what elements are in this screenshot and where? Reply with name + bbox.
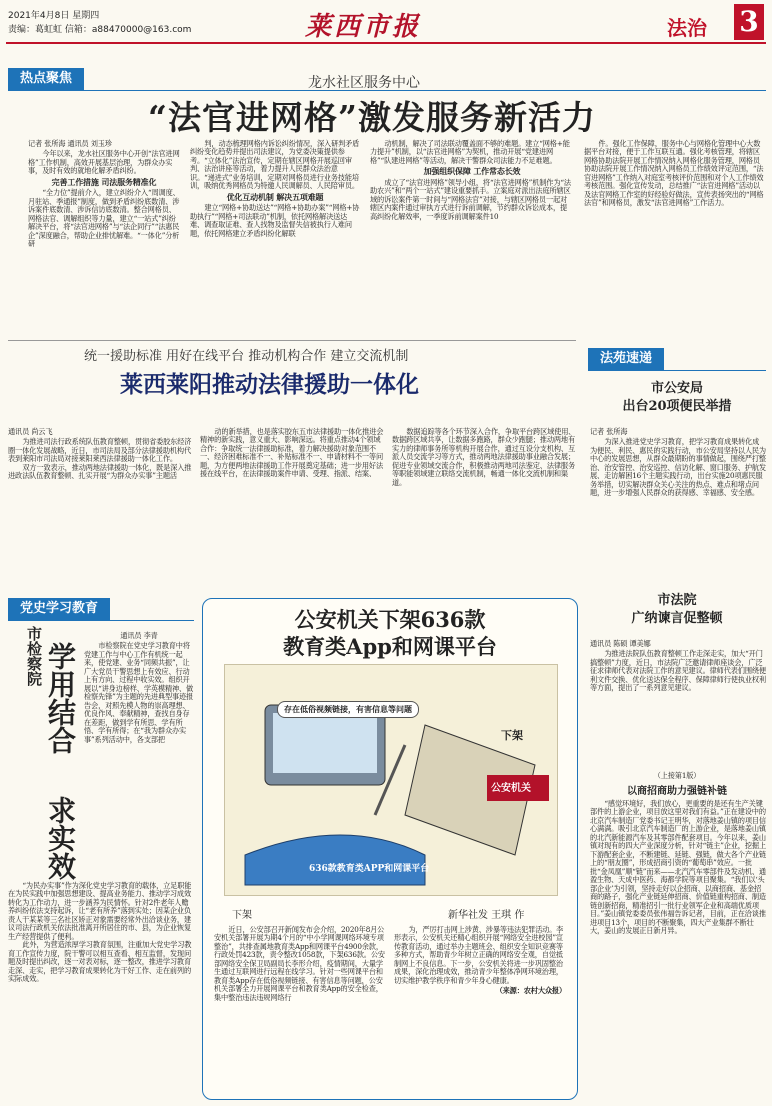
a3-body-2: “为民办实事”作为深化党史学习教育的载体，立足职能在为民实践中加强思想建设、提高业务能力、推动学习成效转化为工作动力，进一步涵养为民情怀。针对2件老年人赡养纠纷依法支持起诉，让“老有所养”落到实处；因某企业负责人干某某等三名社区矫正对象需要经常外出洽谈业务，建议司法行政机关依法批准离开所居住的市、县，为企业恢复生产经营提供了便利。	[8, 881, 192, 941]
a1-col2-body-b: 建立“网格+协助送达”“网格+协助办案”“网格+协助执行”“网格+司法联动”机制，依托网格解决送达难、调查取证难、查人找物及监督失信被执行人难问题，依托网格建立矛盾纠纷化解联	[190, 203, 360, 238]
a3-title-b: 求实效	[44, 796, 77, 880]
a1-col4-body: 件。强化工作保障，服务中心与网格化管理中心大数据平台对接，便于工作互联互通。强化考核管理，将辖区网格协助法院开展工作情况纳入网格化服务管理，网格员协助法院开展工作情况纳入网格员工作绩效评定范围，“法官进网格”工作纳入对庭室考核评价范围和对个人工作绩效考核范围。强化宣传发动，总结推广“法官进网格”活动以及法官网格工作室的好经验好做法，宣传表扬突出的“网格法官”和网格员，激发“法官进网格”工作活力。	[584, 139, 764, 208]
a3-body-3: 此外，为营造浓厚学习教育氛围，注重加大党史学习教育工作宣传力度，院干警可以相互查看、相互监督，发现问题及时提出纠改，逐一对表对标，逐一整改，推进学习教育走深、走实，把学习教育成果转化为干好工作、走在前列的实际成效。	[8, 940, 192, 984]
jump-label: （上接第1版）	[653, 771, 701, 780]
app-title-b: 教育类App和网课平台	[283, 634, 497, 660]
art-label-apps: 636款教育类APP和网课平台	[309, 864, 430, 874]
tag-law-express: 法苑速递	[588, 348, 664, 370]
a1-col3-body: 动机制，解决了司法联动覆盖面不够的难题。建立“网格+能力提升”机制，以“法官进网格”为契机，推动开展“党建进网格”“队建进网格”等活动，解决干警群众司法能力不足难题。	[370, 139, 570, 165]
a1-col1-body: “全力位”提前介入，建立纠纷介入“周调度、月驻站、季通报”制度，做到矛盾纠纷底数清、涉诉案件底数清、涉诉信访底数清。整合网格员、网格法官、调解组织等力量，建立“一站式”纠纷解决平台，将“法官进网格”与“法企同行”“法惠民企”深度融合，帮助企业排忧解难。“一体化”分析研	[28, 188, 180, 249]
law1-body: 为深入推进党史学习教育，把学习教育成果转化成为便民、利民、惠民的实践行动，市公安局坚持以人民为中心的发展思想，从群众最期盼的事情做起，围绕严打整治、治安管控、治安巡控、信访化解、窗口服务、护航发展、走访解困16个主题实践行动，出台实施20项惠民服务举措，切实解决群众关心关注的热点、难点和堵点问题，进一步增强人民群众的获得感、幸福感、安全感。	[590, 437, 766, 498]
divider	[8, 340, 576, 341]
a1-title: “法官进网格”激发服务新活力	[148, 98, 596, 137]
page-number: 3	[734, 4, 764, 40]
art-label-remove: 下架	[501, 729, 523, 742]
a2-col1-body-b: 双方一致表示，推动两地法律援助一体化，既是深入推进政法队伍教育整顿、扎实开展“为群众办实事”主题活	[8, 462, 192, 481]
a2-col2-body: 动的新举措，也是落实胶东五市法律援助一体化推进会精神的新实践，意义重大、影响深远。将重点推动4个领域合作：争取统一法律援助标准，着力解决援助对象范围不一、经济困难标准不一、补贴标准不一、申请材料不一等问题，为方便两地法律援助工作开展奠定基础；进一步用好法援在线平台，在法律援助案件申请、受理、指派、结案、	[200, 427, 384, 479]
a2-byline: 通讯员 尚云飞	[8, 427, 53, 436]
tag-line	[8, 620, 194, 621]
newspaper-logo: 莱西市报	[305, 12, 422, 42]
law2-body: 为推进法院队伍教育整顿工作走深走实，加大“开门搞整顿”力度，近日，市法院广泛邀请律师座谈会，广泛征求律师代表对法院工作的意见建议。律师代表们围绕便利文件交换、优化送达保全程序、保障律师行使执业权利等方面，提出了一系列意见建议。	[590, 649, 766, 693]
app-col1-body: 近日，公安部召开新闻发布会介绍，2020年8月公安机关部署开展为期4个月的“中小学网课网络环境专项整治”，共排查属地教育类App和网课平台4900余款，行政处罚423款，责令整改1058款，下架636款。公安部网络安全保卫局副局长李形介绍，疫情期间，大量学生通过互联网进行远程在线学习。针对一些网课平台和教育类App存在低俗视频链接、有害信息等问题，公安机关部署全力开展网课平台和教育类App的安全检查，集中整治违法违规网络行	[214, 925, 385, 1002]
jump-body: “感觉环境好，我们放心，更重要的是还有生产关键部件的上游企业，项目放这里对我们有益。”正在建设中的北京汽车制造厂党委书记王明华，对落地姜山镇的项目信心满满。吸引北京汽车制造厂的上游企业，是落地姜山镇的北汽新能源汽车及其零部件配套项目。今年以来，姜山镇对现有的四大产业深度分析，针对“链主”企业，挖掘上下游配套企业，不断建链、延链、强链，做大各个产业链上的“朋友圈”，形成招商引资的“葡萄串”效应。一批批“金凤凰”顺“链”而来——北汽汽车零部件及发动机、通盈生物、天成中医药、海都学院等项目聚集。“我们以‘头部企业’为引领，坚持走好以企招商、以商招商、基金招商的路子，强化产业链延伸招商、价值链重构招商、制造链创新招商，精准招引一批行业领军企业和高端优质项目。”姜山镇党委委员张伟福告诉记者，目前，正在洽谈推进项目13个，项目的不断聚集，四大产业集群不断壮大，姜山的发展正日新月异。	[590, 799, 766, 936]
a3-body-1: 市检察院在党史学习教育中将党建工作与中心工作有机统一起来，使党建、业务“同频共振”，让广大党员干警思想上有效应、行动上有方向、过程中收实效。组织开展以“讲身边榜样、学英模精神、做检察先锋”为主题的先进典型事迹报告会，对照先模人物的崇高理想、优良作风、奉献精神，查找自身存在差距，做到学有所思、学有所悟、学有所得；在“我为群众办实事”系列活动中，各支部把	[84, 641, 194, 744]
a3-title-a: 学用结合	[44, 642, 77, 754]
law2-title: 市法院	[657, 593, 697, 608]
a1-byline: 记者 张所海 通讯员 刘玉珍	[28, 139, 112, 148]
cartoon-illustration	[224, 664, 558, 896]
a1-col3-body-b: 成立了“法官进网格”领导小组，将“法官进网格”机制作为“法助农兴”和“两个一站式”建设重要抓手。立案庭对派出法庭所辖区域的诉讼案件第一时间与“网格法官”对接，与辖区网格员一起对辖区内案件通过审执方式进行诉前调解，节约群众诉讼成本，提高纠纷化解效率，一季度诉前调解案件10	[370, 177, 571, 221]
a3-org: 市检察院	[25, 626, 43, 686]
section-name: 法治	[667, 16, 707, 40]
art-bubble: 存在低俗视频链接，有害信息等问题	[277, 701, 419, 718]
caption-left: 下架	[232, 910, 252, 921]
a1-col2-body: 判，动态梳理网格内诉讼纠纷情况，深入研判矛盾纠纷变化趋势并提出司法建议，为党委决策提供参考。“立体化”法治宣传，定期在辖区网格开展巡回审判、法治讲座等活动，着力提升人民群众法治意识。“递进式”业务培训，定期对网格员进行业务技能培训，吸纳优秀网格员为特邀人民调解员、人民陪审员。	[190, 139, 360, 191]
tag-hot-focus: 热点聚焦	[8, 68, 84, 90]
caption-credit: 新华社发 王琪 作	[448, 910, 525, 921]
a1-subhead-3: 加强组织保障 工作常态长效	[423, 166, 521, 177]
law2-subtitle: 广纳谏言促整顿	[631, 610, 723, 626]
a3-byline: 通讯员 李青	[120, 631, 158, 640]
law1-byline: 记者 张所海	[590, 427, 628, 436]
app-title-a: 公安机关下架636款	[294, 607, 486, 632]
a1-kicker: 龙水社区服务中心	[308, 75, 420, 91]
law1-title-b: 出台20项便民举措	[622, 398, 732, 414]
app-col2-body: 为，严厉打击网上涉黄、涉暴等违法犯罪活动。李形表示，公安机关还精心组织开展“网络安全进校园”宣传教育活动，通过举办主题班会、组织安全知识竞赛等多种方式，帮助青少年树立正确的网络安全观，自觉抵制网上不良信息。下一步，公安机关将进一步巩固整治成果，深化治理成效，推动青少年整体净网环境治理，切实维护教学秩序和青少年身心健康。	[394, 925, 564, 985]
a1-subhead-2: 优化互动机制 解决五项难题	[226, 191, 324, 202]
a1-subhead-1: 完善工作措施 司法服务精准化	[51, 176, 157, 187]
law1-title-a: 市公安局	[650, 381, 703, 396]
a2-col1-body: 为推进司法行政系统队伍教育整顿，贯彻省委胶东经济圈一体化发展战略，近日，市司法局及部分法律援助机构代表到莱阳市司法局对接莱阳莱西法律援助一体化工作。	[8, 437, 192, 464]
app-source: （来源：农村大众报）	[495, 986, 566, 996]
editor-info: 责编：葛虹虹 信箱：a88470000@163.com	[8, 25, 192, 35]
art-label-police: 公安机关	[491, 783, 531, 794]
a2-kicker: 统一援助标准 用好在线平台 推动机构合作 建立交流机制	[84, 349, 409, 364]
a1-col1-lead: 今年以来，龙水社区服务中心开创“法官进网格”工作机制，高效开展基层治理，为群众办实事，及时有效的就地化解矛盾纠纷。	[28, 149, 180, 176]
a2-title: 莱西莱阳推动法律援助一体化	[120, 371, 419, 398]
tag-party-history: 党史学习教育	[8, 598, 110, 620]
tag-line	[588, 370, 766, 371]
a2-col3-body: 数据追踪等各个环节深入合作，争取平台跨区域使用、数据跨区域共享，让数据多跑路，群众少跑腿；推动两地有实力的律师事务所等机构开展合作，通过互设分支机构、互派人员交流学习等方式，推动两地法律援助事业融合发展；促进专业领域交流合作，积极推动两地司法鉴定、法律服务等职能领域建立联络交流机制，畅通一体化交流机制和渠道。	[392, 427, 576, 487]
issue-date: 2021年4月8日 星期四	[8, 11, 100, 21]
jump-title: 以商招商助力强链补链	[627, 786, 727, 798]
header-rule	[6, 42, 766, 44]
law2-byline: 通讯员 陈硕 谭美娜	[590, 639, 651, 648]
